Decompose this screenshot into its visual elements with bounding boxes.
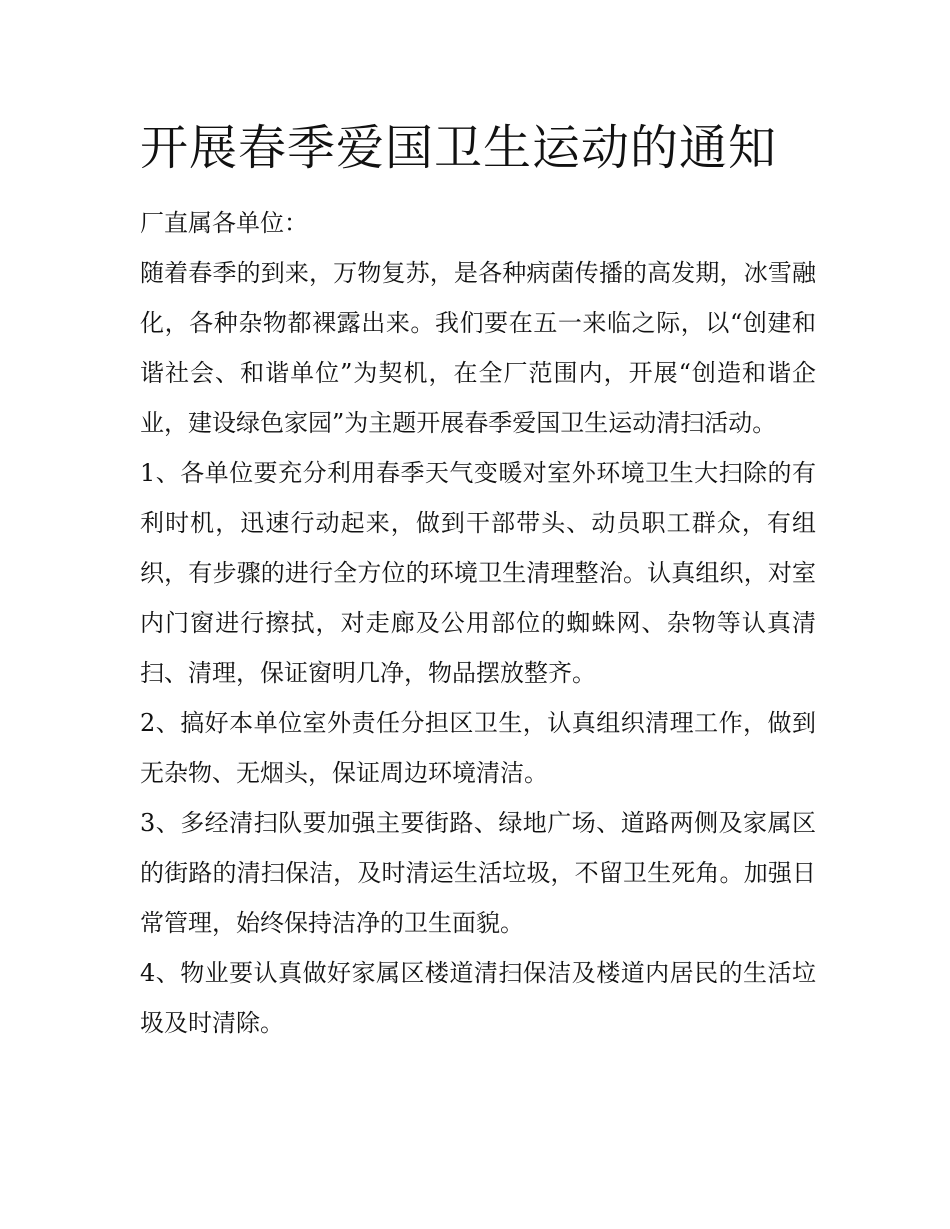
paragraph-item-1: 1、各单位要充分利用春季天气变暖对室外环境卫生大扫除的有利时机，迅速行动起来，做到干部带头、动员职工群众，有组织，有步骤的进行全方位的环境卫生清理整治。认真组织，对室内门窗进行擦拭，对走廊及公用部位的蜘蛛网、杂物等认真清扫、清理，保证窗明几净，物品摆放整齐。 xyxy=(140,459,816,687)
paragraph-intro: 随着春季的到来，万物复苏，是各种病菌传播的高发期，冰雪融化，各种杂物都裸露出来。我们要在五一来临之际，以“创建和谐社会、和谐单位”为契机，在全厂范围内，开展“创造和谐企业，建设绿色家园”为主题开展春季爱国卫生运动清扫活动。 xyxy=(140,259,816,437)
page-title: 开展春季爱国卫生运动的通知 xyxy=(140,120,778,176)
paragraph-item-3: 3、多经清扫队要加强主要街路、绿地广场、道路两侧及家属区的街路的清扫保洁，及时清运生活垃圾，不留卫生死角。加强日常管理，始终保持洁净的卫生面貌。 xyxy=(140,809,816,937)
document-body xyxy=(140,198,816,1048)
paragraph-item-4: 4、物业要认真做好家属区楼道清扫保洁及楼道内居民的生活垃圾及时清除。 xyxy=(140,959,816,1037)
paragraph-item-2: 2、搞好本单位室外责任分担区卫生，认真组织清理工作，做到无杂物、无烟头，保证周边环境清洁。 xyxy=(140,709,816,787)
salutation: 厂直属各单位： xyxy=(140,209,308,237)
